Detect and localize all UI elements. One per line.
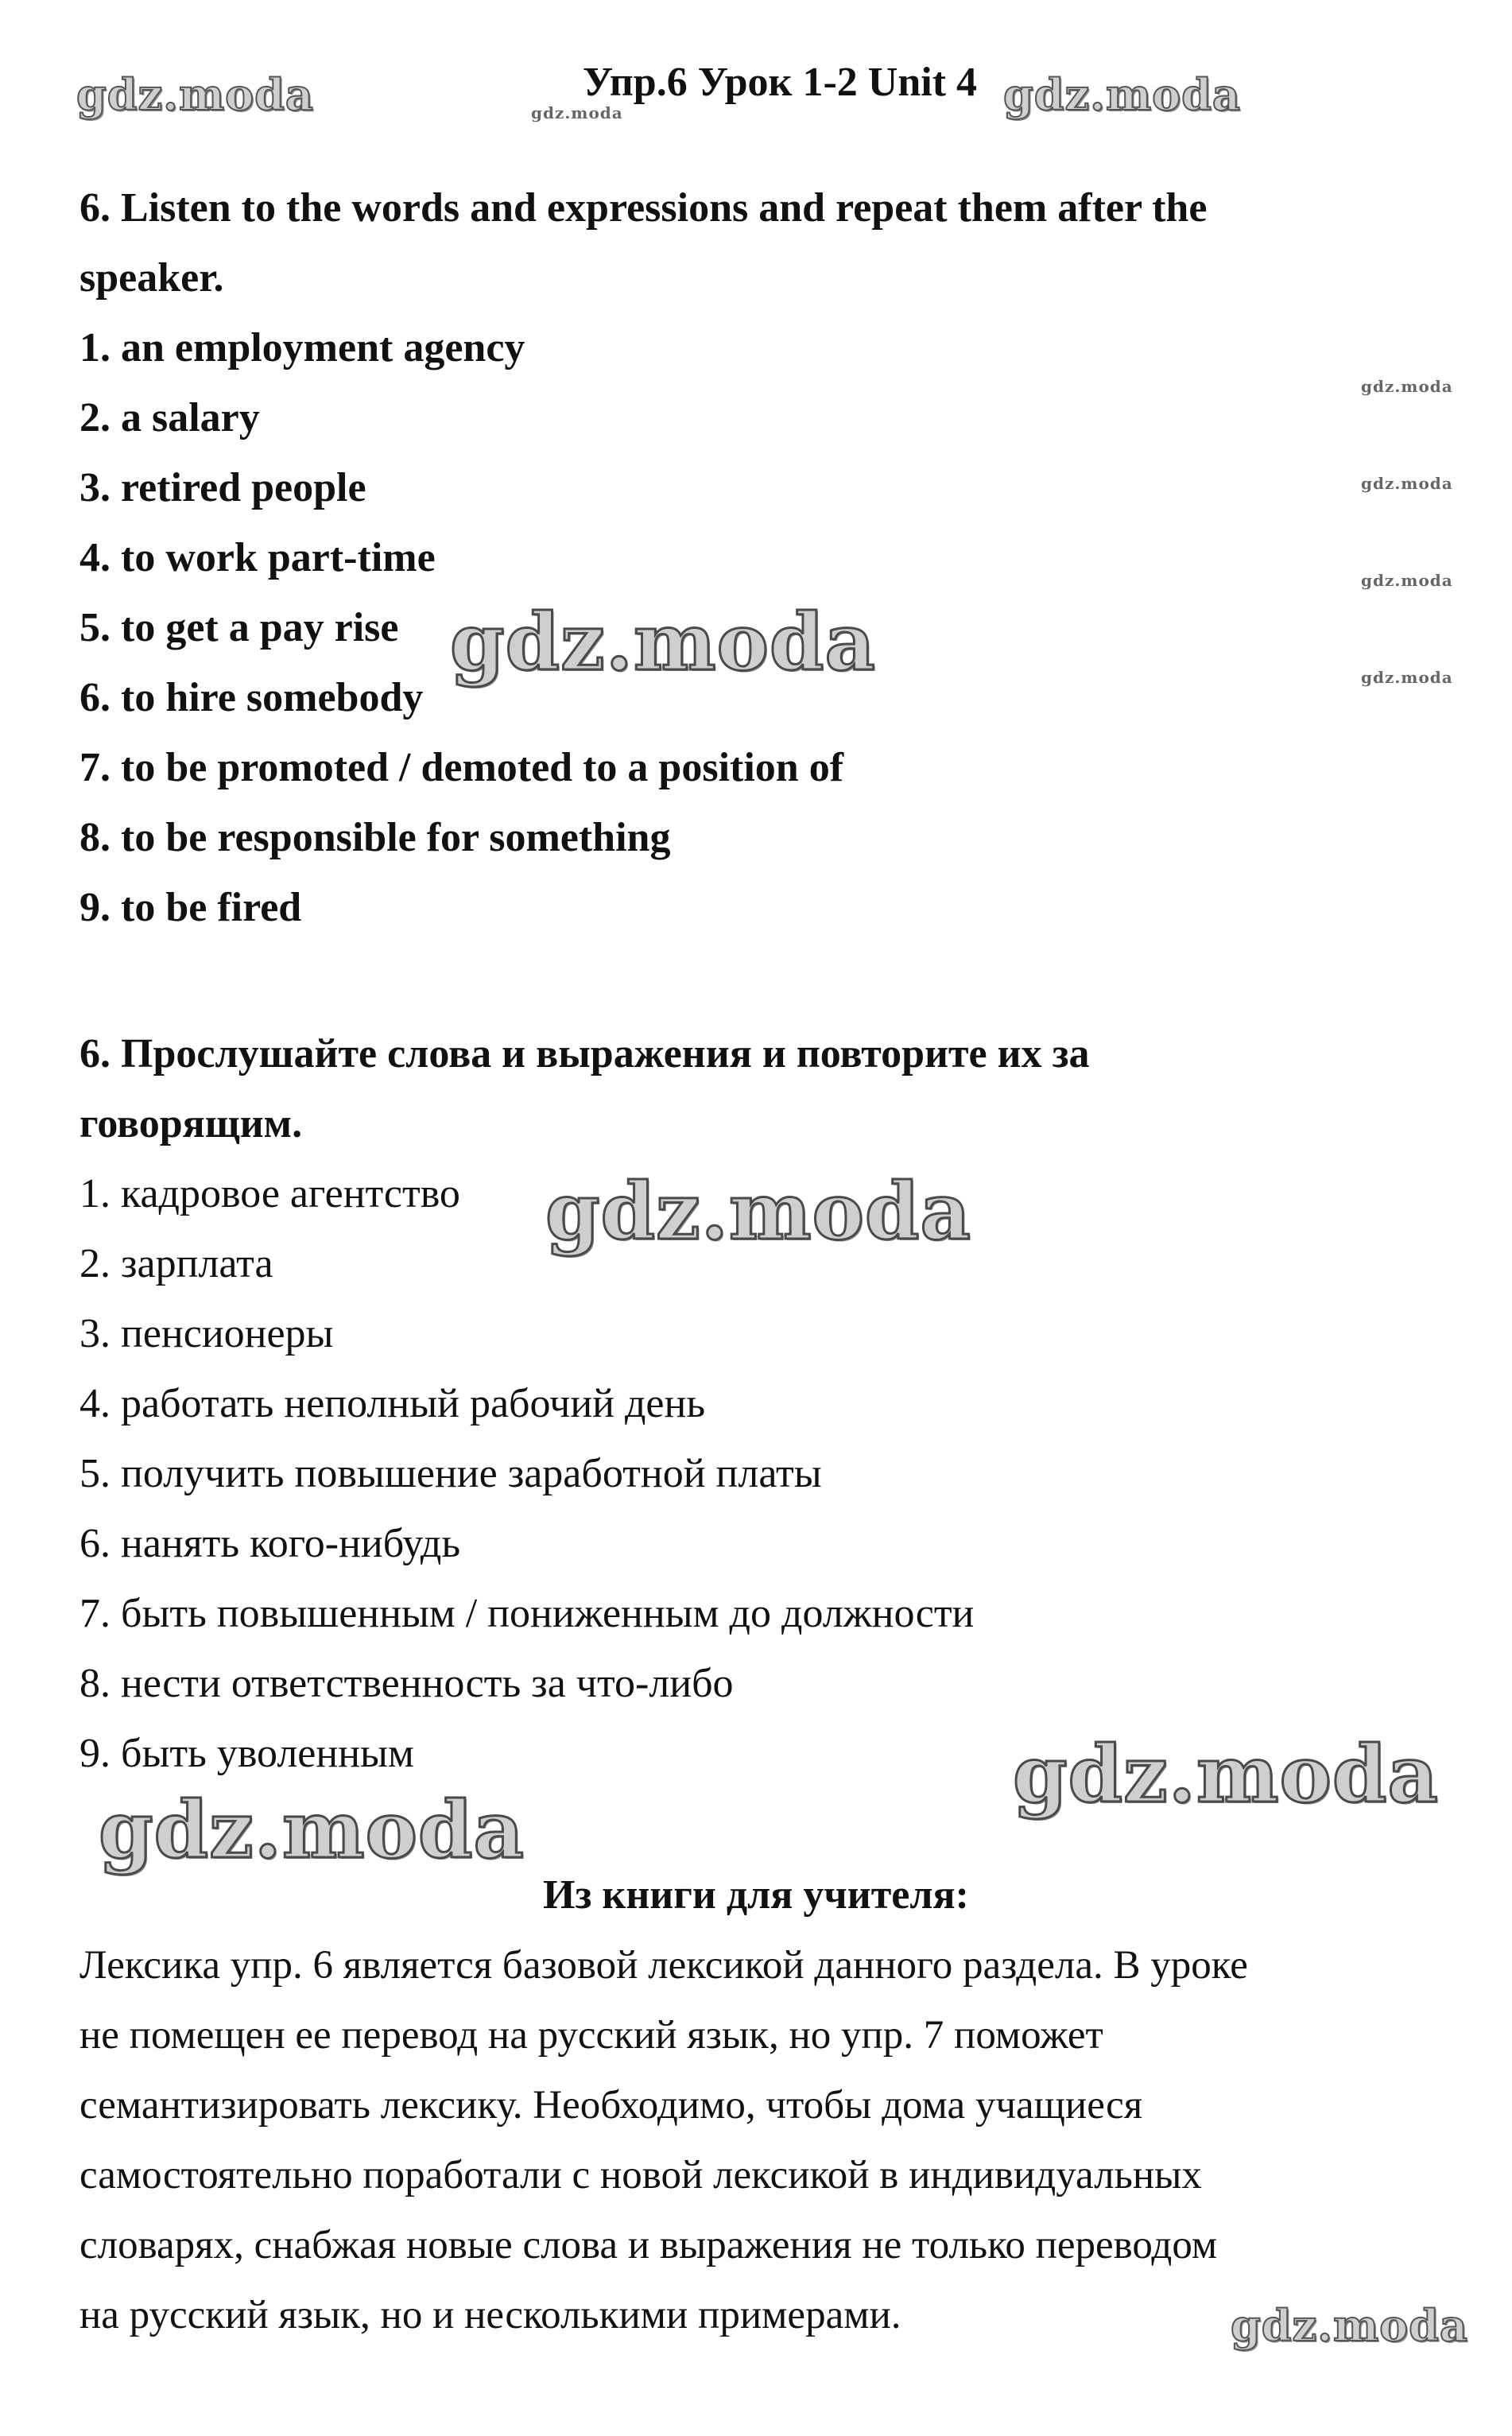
russian-item-5: 5. получить повышение заработной платы bbox=[79, 1451, 822, 1496]
teacher-text-line-3: семантизировать лексику. Необходимо, чтобы дома учащиеся bbox=[79, 2083, 1143, 2128]
watermark: gdz.moda bbox=[1013, 1729, 1439, 1821]
teacher-book-title: Из книги для учителя: bbox=[543, 1872, 969, 1918]
russian-heading-line-2: говорящим. bbox=[79, 1101, 303, 1146]
russian-item-7: 7. быть повышенным / пониженным до должности bbox=[79, 1591, 975, 1636]
english-item-6: 6. to hire somebody bbox=[79, 675, 424, 720]
english-item-2: 2. a salary bbox=[79, 395, 260, 440]
teacher-text-line-5: словарях, снабжая новые слова и выражения не только переводом bbox=[79, 2223, 1218, 2267]
english-heading-line-1: 6. Listen to the words and expressions and repeat them after the bbox=[79, 185, 1208, 231]
english-heading-line-2: speaker. bbox=[79, 255, 224, 301]
watermark: gdz.moda bbox=[1003, 69, 1241, 120]
watermark: gdz.moda bbox=[531, 103, 623, 122]
english-item-1: 1. an employment agency bbox=[79, 325, 525, 370]
teacher-text-line-6: на русский язык, но и несколькими примерами. bbox=[79, 2293, 901, 2337]
teacher-text-line-1: Лексика упр. 6 является базовой лексикой данного раздела. В уроке bbox=[79, 1943, 1248, 1988]
russian-heading-line-1: 6. Прослушайте слова и выражения и повторите их за bbox=[79, 1031, 1090, 1076]
russian-item-1: 1. кадровое агентство bbox=[79, 1171, 460, 1216]
russian-item-6: 6. нанять кого-нибудь bbox=[79, 1521, 461, 1566]
watermark: gdz.moda bbox=[76, 69, 314, 120]
english-section bbox=[79, 173, 1463, 943]
russian-item-9: 9. быть уволенным bbox=[79, 1731, 414, 1776]
watermark: gdz.moda bbox=[1361, 571, 1453, 590]
russian-item-2: 2. зарплата bbox=[79, 1241, 273, 1286]
watermark: gdz.moda bbox=[450, 597, 876, 689]
page-header-title: Упр.6 Урок 1-2 Unit 4 bbox=[582, 60, 978, 105]
english-item-7: 7. to be promoted / demoted to a position of bbox=[79, 745, 844, 790]
watermark: gdz.moda bbox=[1231, 2300, 1468, 2351]
watermark: gdz.moda bbox=[1361, 668, 1453, 687]
russian-item-8: 8. нести ответственность за что-либо bbox=[79, 1661, 734, 1706]
watermark: gdz.moda bbox=[1361, 377, 1453, 396]
english-item-3: 3. retired people bbox=[79, 465, 366, 510]
english-item-4: 4. to work part-time bbox=[79, 535, 436, 580]
watermark: gdz.moda bbox=[99, 1785, 525, 1876]
russian-item-4: 4. работать неполный рабочий день bbox=[79, 1381, 706, 1426]
teacher-book-text bbox=[79, 1930, 1463, 2350]
english-item-5: 5. to get a pay rise bbox=[79, 605, 399, 650]
teacher-text-line-4: самостоятельно поработали с новой лексикой в индивидуальных bbox=[79, 2153, 1202, 2197]
watermark: gdz.moda bbox=[545, 1166, 971, 1258]
english-item-8: 8. to be responsible for something bbox=[79, 815, 671, 860]
teacher-text-line-2: не помещен ее перевод на русский язык, но упр. 7 поможет bbox=[79, 2013, 1103, 2058]
watermark: gdz.moda bbox=[1361, 474, 1453, 493]
english-item-9: 9. to be fired bbox=[79, 885, 302, 930]
russian-item-3: 3. пенсионеры bbox=[79, 1311, 334, 1356]
russian-section bbox=[79, 1019, 1463, 1789]
